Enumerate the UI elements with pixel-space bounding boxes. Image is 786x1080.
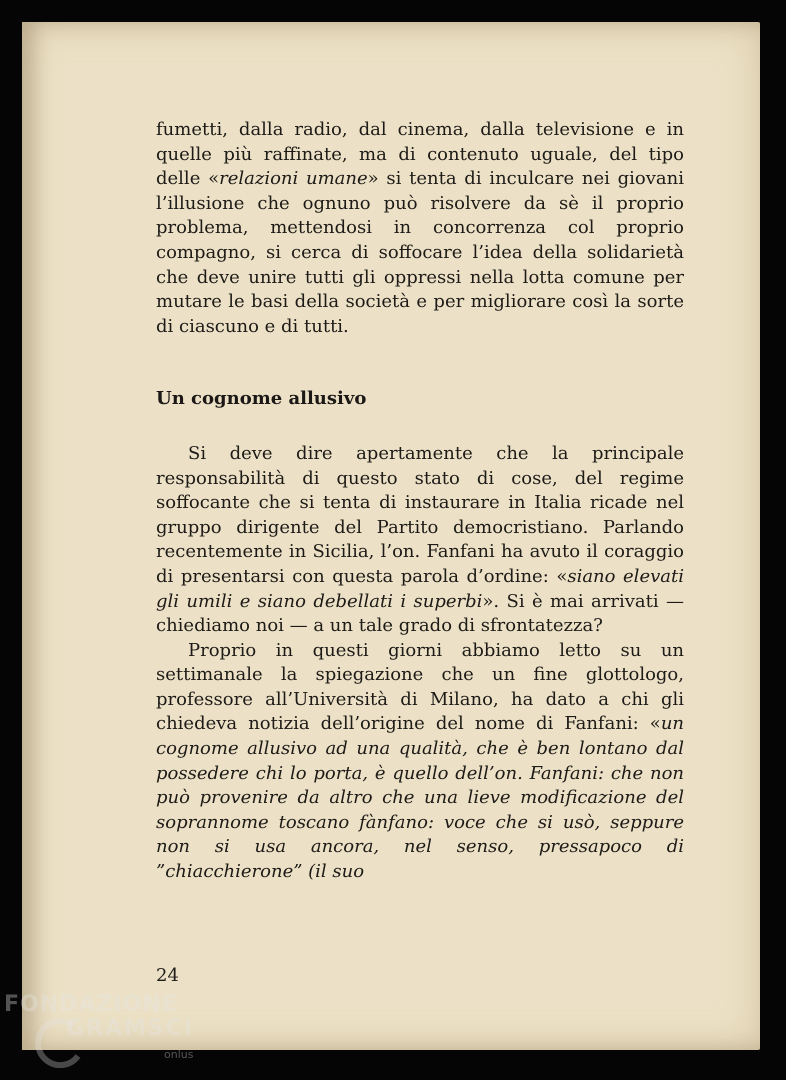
italic-text: siano elevati gli umili e siano debellati i superbi [156, 565, 684, 612]
text-run: ». Si è mai arrivati — chiediamo noi — a un tale grado di sfrontatezza? [156, 590, 684, 637]
section-heading: Un cognome allusivo [156, 388, 367, 410]
italic-text: un cognome allusivo ad una qualità, che è ben lontano dal possedere chi lo porta, è quello dell’on. Fanfani: che non può provenire da altro che una lieve modificazione del soprannome toscano fànfano: voce che si usò, seppure non si usa ancora, nel senso, pressapoco di ”chiacchierone” (il suo [156, 713, 684, 883]
italic-text: relazioni umane [219, 168, 368, 190]
archive-watermark [4, 992, 204, 1072]
text-run: » si tenta di inculcare nei giovani l’illusione che ognuno può risolvere da sè il proprio problema, mettendosi in concorrenza col proprio compagno, si cerca di soffocare l’idea della solidarietà che deve unire tutti gli oppressi nella lotta comune per mutare le basi della società e per migliorare così la sorte di ciascuno e di tutti. [156, 168, 684, 337]
text-run: fumetti, dalla radio, dal cinema, dalla televisione e in quelle più raffinate, ma di contenuto uguale, del tipo delle « [156, 119, 684, 190]
paragraph-3 [156, 639, 684, 885]
paragraph-1 [156, 118, 684, 339]
text-run: Si deve dire apertamente che la principale responsabilità di questo stato di cose, del regime soffocante che si tenta di instaurare in Italia ricade nel gruppo dirigente del Partito democristiano. Parlando recentemente in Sicilia, l’on. Fanfani ha avuto il coraggio di presentarsi con questa parola d’ordine: « [156, 442, 684, 587]
watermark-line-3: onlus [164, 1048, 194, 1061]
watermark-line-1: FONDAZIONE [4, 992, 178, 1017]
watermark-line-2: GRAMSCI [66, 1016, 195, 1041]
page-text [156, 118, 684, 885]
page-number: 24 [156, 965, 179, 986]
paragraph-2 [156, 442, 684, 639]
text-run: Proprio in questi giorni abbiamo letto su un settimanale la spiegazione che un fine glottologo, professore all’Università di Milano, ha dato a chi gli chiedeva notizia dell’origine del nome di Fanfani: « [156, 639, 684, 735]
